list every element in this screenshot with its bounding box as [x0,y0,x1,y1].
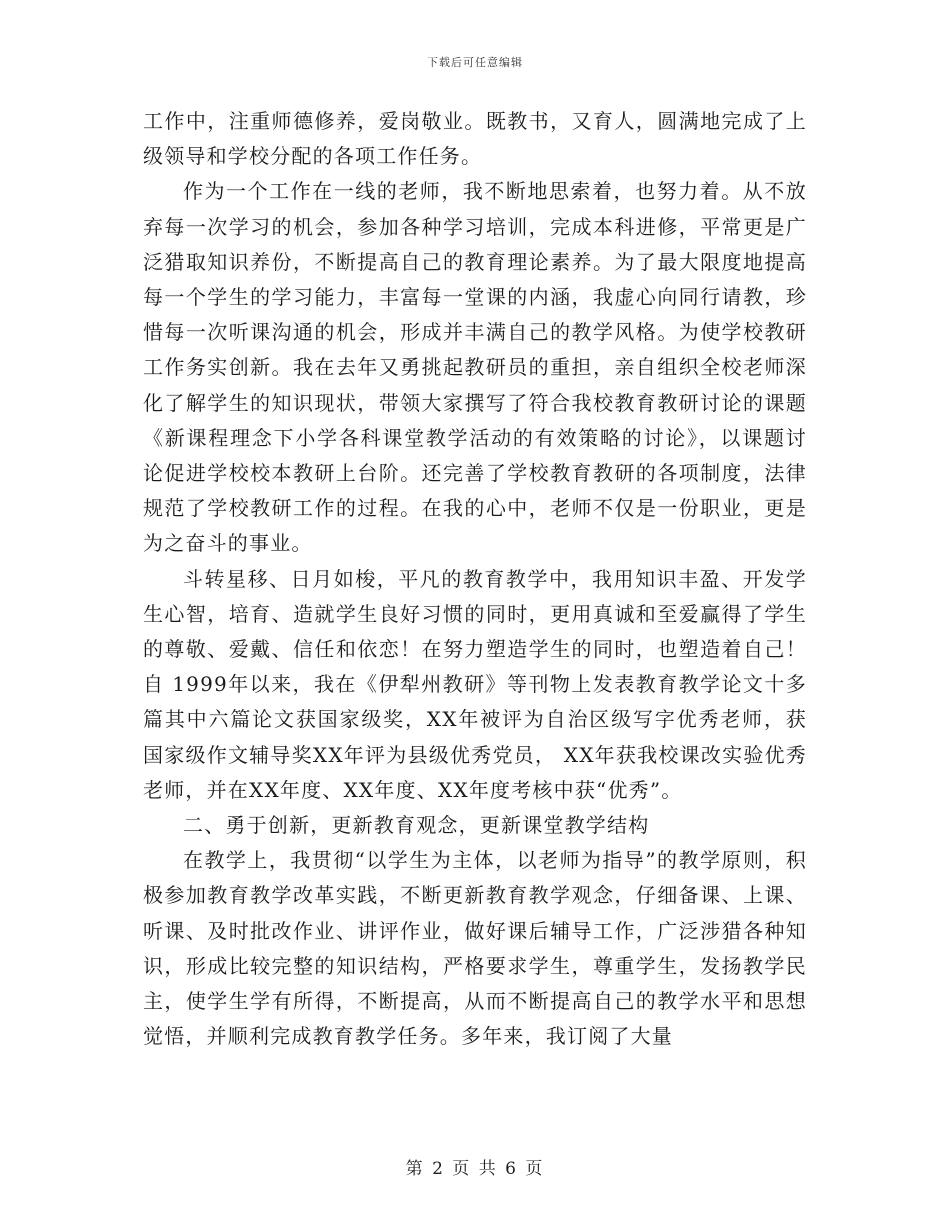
paragraph-1: 工作中，注重师德修养，爱岗敬业。既教书，又育人，圆满地完成了上级领导和学校分配的各项工作任务。 [143,109,807,169]
paragraph-2: 作为一个工作在一线的老师，我不断地思索着，也努力着。从不放弃每一次学习的机会，参加各种学习培训，完成本科进修，平常更是广泛猎取知识养份，不断提高自己的教育理论素养。为了最大限度地提高每一个学生的学习能力，丰富每一堂课的内涵，我虚心向同行请教，珍惜每一次听课沟通的机会，形成并丰满自己的教学风格。为使学校教研工作务实创新。我在去年又勇挑起教研员的重担，亲自组织全校老师深化了解学生的知识现状，带领大家撰写了符合我校教育教研讨论的课题《新课程理念下小学各科课堂教学活动的有效策略的讨论》，以课题讨论促进学校校本教研上台阶。还完善了学校教育教研的各项制度，法律规范了学校教研工作的过程。在我的心中，老师不仅是一份职业，更是为之奋斗的事业。 [143,179,807,556]
section-heading: 二、勇于创新，更新教育观念，更新课堂教学结构 [183,813,650,838]
paragraph-3: 斗转星移、日月如梭，平凡的教育教学中，我用知识丰盈、开发学生心智，培育、造就学生良好习惯的同时，更用真诚和至爱赢得了学生的尊敬、爱戴、信任和依恋！在努力塑造学生的同时，也塑造着自己！自 1999年以来，我在《伊犁州教研》等刊物上发表教育教学论文十多篇其中六篇论文获国家级奖，XX年被评为自治区级写字优秀老师，获国家级作文辅导奖XX年评为县级优秀党员， XX年获我校课改实验优秀老师，并在XX年度、XX年度、XX年度考核中获“优秀”。 [143,566,807,802]
document-body [143,104,807,1054]
page-footer-number: 第 2 页 共 6 页 [405,1159,545,1179]
paragraph-4: 在教学上，我贯彻“以学生为主体，以老师为指导”的教学原则，积极参加教育教学改革实践，不断更新教育教学观念，仔细备课、上课、听课、及时批改作业、讲评作业，做好课后辅导工作，广泛涉猎各种知识，形成比较完整的知识结构，严格要求学生，尊重学生，发扬教学民主，使学生学有所得，不断提高，从而不断提高自己的教学水平和思想觉悟，并顺利完成教育教学任务。多年来，我订阅了大量 [143,848,807,1049]
page-header-note: 下载后可任意编辑 [427,56,523,69]
